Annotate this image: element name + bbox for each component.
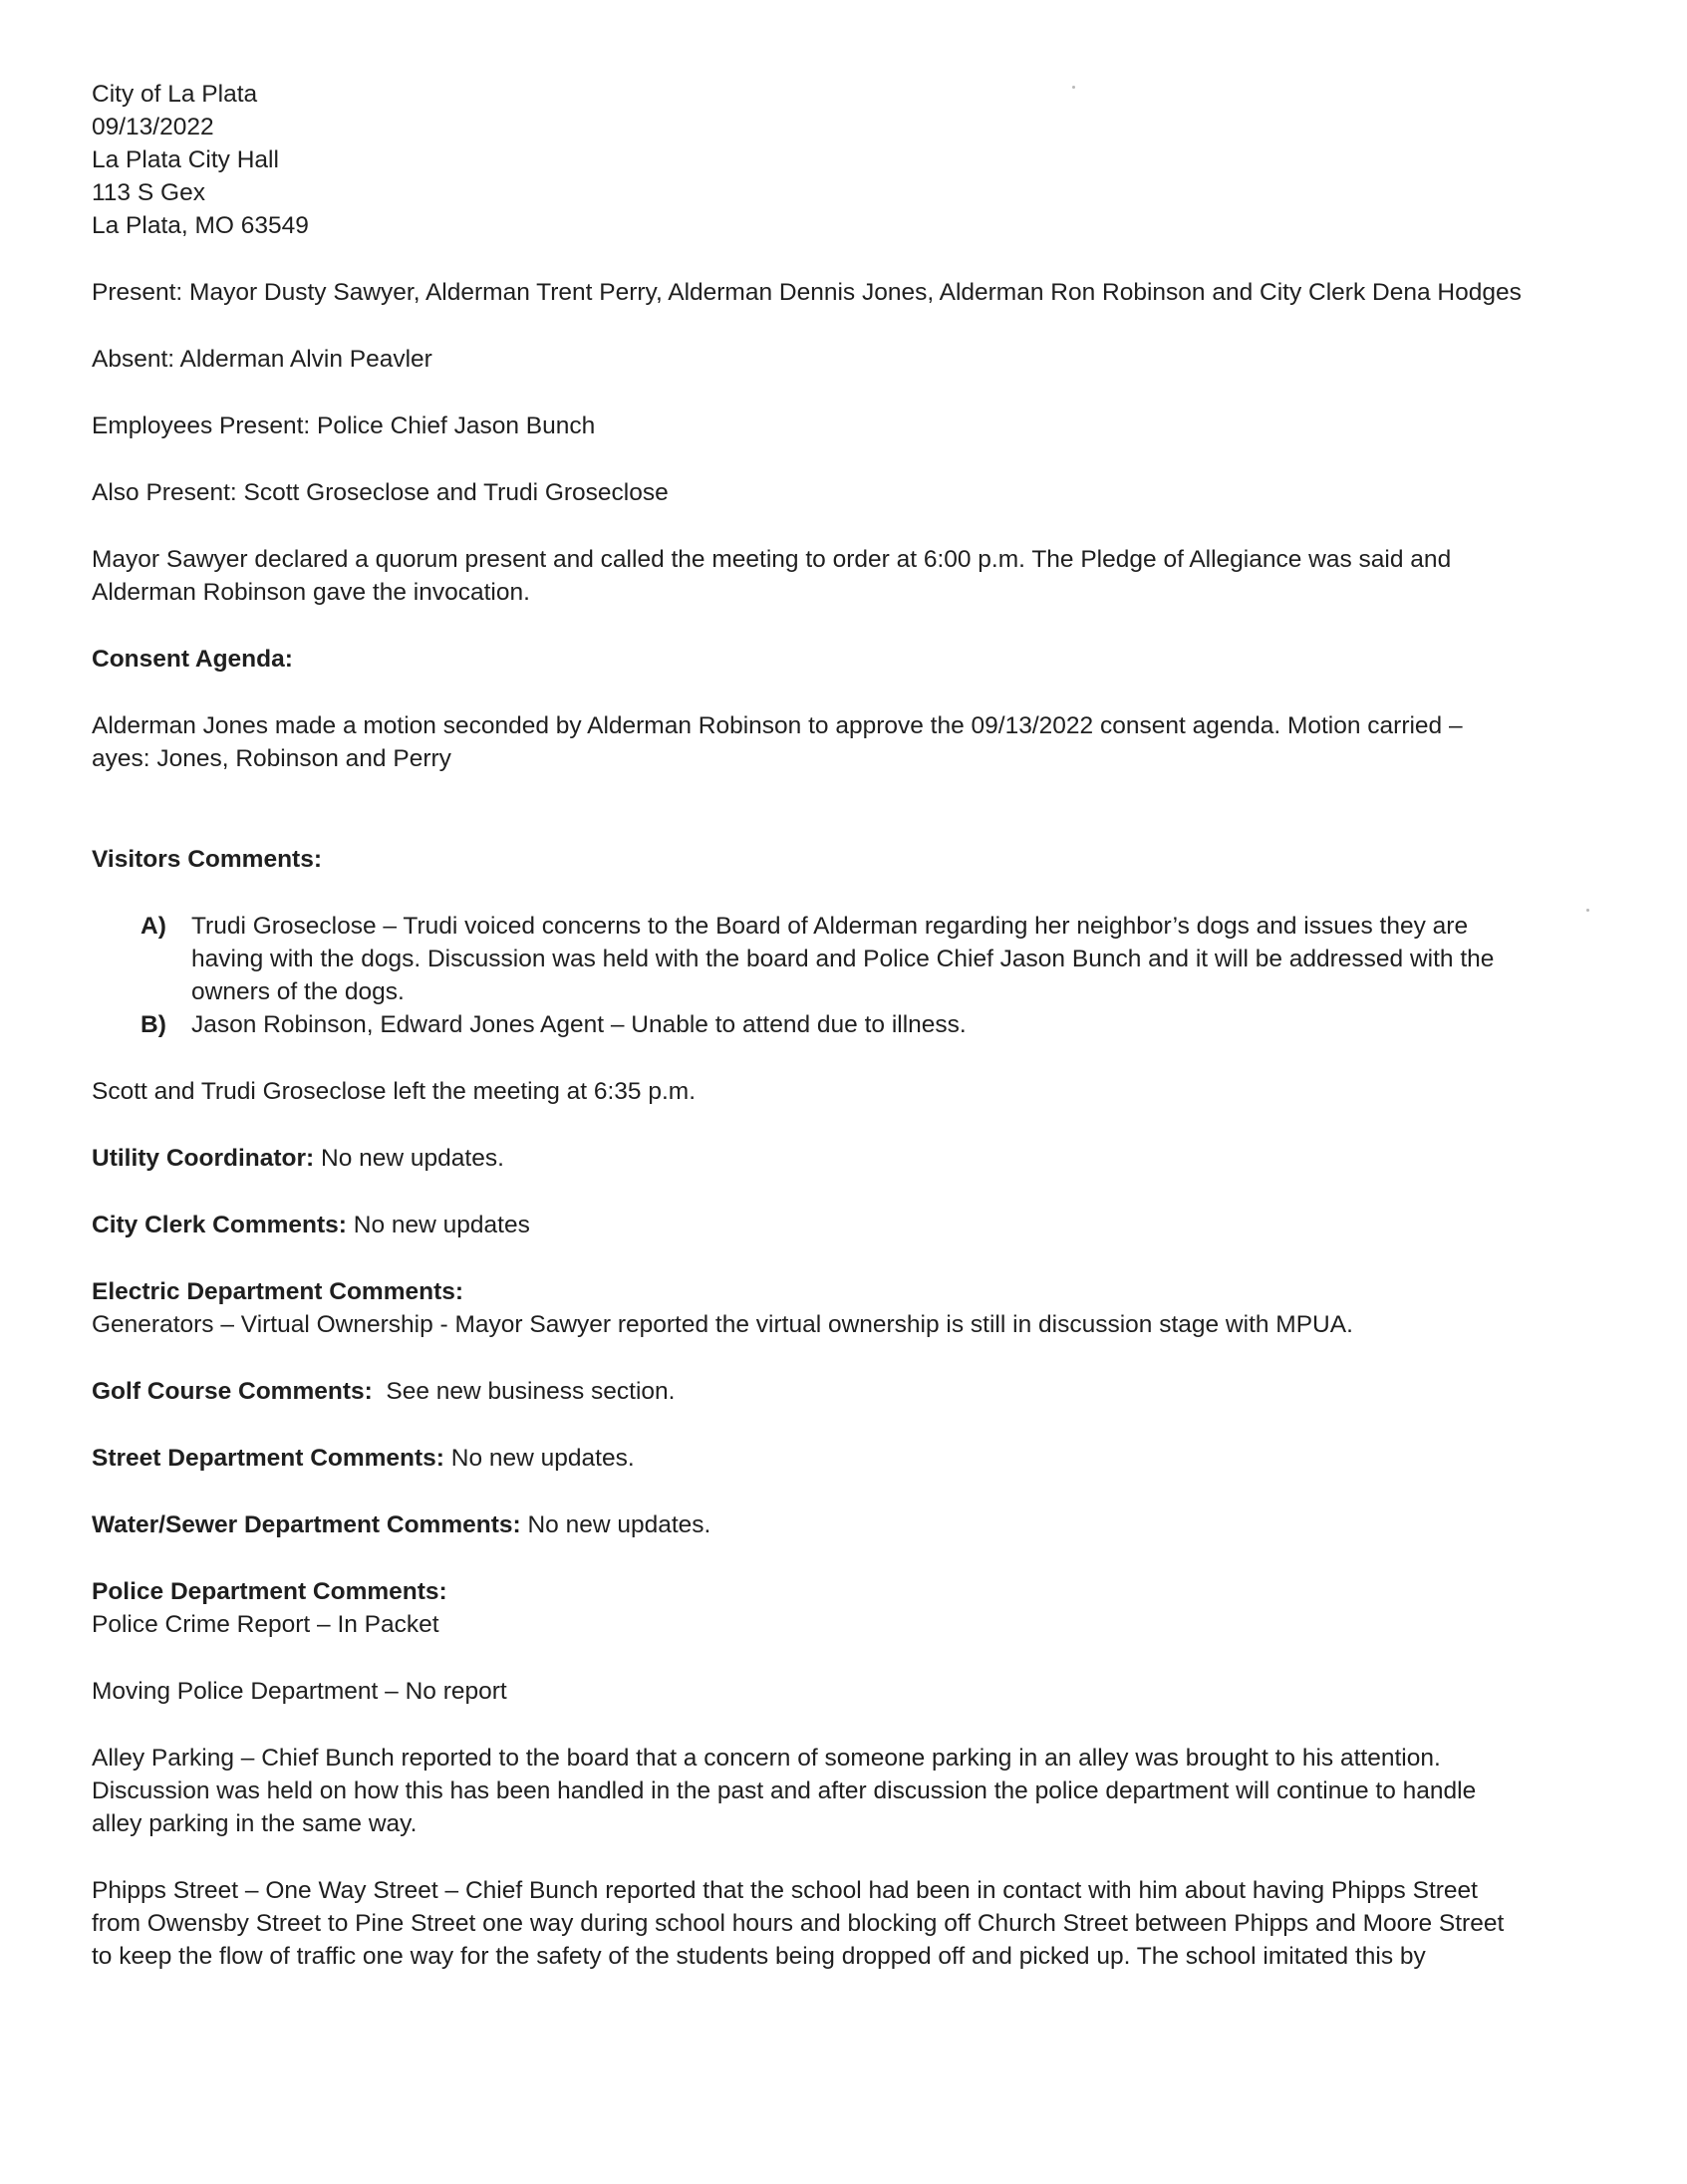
phipps-street-paragraph xyxy=(92,1874,1586,1973)
phipps-street-line-3: to keep the flow of traffic one way for the safety of the students being dropped off and picked up. The school imitated this by xyxy=(92,1943,1426,1970)
street-department-text: No new updates. xyxy=(443,1445,635,1472)
call-to-order-line-1: Mayor Sawyer declared a quorum present and called the meeting to order at 6:00 p.m. The Pledge of Allegiance was said and xyxy=(92,546,1452,573)
call-to-order xyxy=(92,543,1586,609)
consent-motion-line-2: ayes: Jones, Robinson and Perry xyxy=(92,745,451,772)
water-sewer-section xyxy=(92,1508,1586,1541)
present-line: Present: Mayor Dusty Sawyer, Alderman Trent Perry, Alderman Dennis Jones, Alderman Ron Robinson and City Clerk Dena Hodges xyxy=(92,279,1522,306)
list-item-line: having with the dogs. Discussion was held with the board and Police Chief Jason Bunch and it will be addressed with the xyxy=(191,946,1495,972)
alley-parking-line-1: Alley Parking – Chief Bunch reported to the board that a concern of someone parking in an alley was brought to his attention. xyxy=(92,1745,1441,1772)
venue: La Plata City Hall xyxy=(92,146,279,173)
employees-present-line: Employees Present: Police Chief Jason Bunch xyxy=(92,412,596,439)
list-item-line: Trudi Groseclose – Trudi voiced concerns to the Board of Alderman regarding her neighbor’s dogs and issues they are xyxy=(191,913,1469,940)
moving-police-department-line: Moving Police Department – No report xyxy=(92,1678,507,1705)
phipps-street-line-1: Phipps Street – One Way Street – Chief Bunch reported that the school had been in contact with him about having Phipps Street xyxy=(92,1877,1478,1904)
utility-coordinator-text: No new updates. xyxy=(314,1145,504,1172)
list-item xyxy=(92,1008,1586,1041)
city-name: City of La Plata xyxy=(92,81,258,108)
street-address: 113 S Gex xyxy=(92,179,205,206)
consent-agenda-motion xyxy=(92,709,1586,775)
consent-motion-line-1: Alderman Jones made a motion seconded by Alderman Robinson to approve the 09/13/2022 consent agenda. Motion carried – xyxy=(92,712,1463,739)
electric-department-section xyxy=(92,1275,1586,1341)
water-sewer-label: Water/Sewer Department Comments: xyxy=(92,1511,521,1538)
city-clerk-label: City Clerk Comments: xyxy=(92,1212,347,1238)
absent-line: Absent: Alderman Alvin Peavler xyxy=(92,346,432,373)
electric-department-label: Electric Department Comments: xyxy=(92,1278,464,1305)
electric-department-text: Generators – Virtual Ownership - Mayor Sawyer reported the virtual ownership is still in discussion stage with MPUA. xyxy=(92,1311,1353,1338)
scan-speck xyxy=(1586,909,1589,912)
consent-agenda-heading: Consent Agenda: xyxy=(92,646,293,673)
visitors-list xyxy=(92,910,1586,1041)
also-present-line: Also Present: Scott Groseclose and Trudi Groseclose xyxy=(92,479,669,506)
police-department-section xyxy=(92,1575,1586,1641)
street-department-section xyxy=(92,1442,1586,1475)
utility-coordinator-section xyxy=(92,1142,1586,1175)
minutes-body xyxy=(92,78,1586,1973)
visitors-comments-heading: Visitors Comments: xyxy=(92,846,322,873)
city-clerk-section xyxy=(92,1209,1586,1241)
list-item-line: owners of the dogs. xyxy=(191,978,405,1005)
golf-course-section xyxy=(92,1375,1586,1408)
police-department-label: Police Department Comments: xyxy=(92,1578,447,1605)
phipps-street-line-2: from Owensby Street to Pine Street one way during school hours and blocking off Church Street between Phipps and Moore Street xyxy=(92,1910,1505,1937)
water-sewer-text: No new updates. xyxy=(520,1511,711,1538)
city-state-zip: La Plata, MO 63549 xyxy=(92,212,309,239)
list-item-letter: A) xyxy=(141,913,166,940)
visitors-left-line: Scott and Trudi Groseclose left the meeting at 6:35 p.m. xyxy=(92,1078,697,1105)
alley-parking-paragraph xyxy=(92,1742,1586,1840)
utility-coordinator-label: Utility Coordinator: xyxy=(92,1145,315,1172)
alley-parking-line-2: Discussion was held on how this has been handled in the past and after discussion the police department will continue to handle xyxy=(92,1777,1477,1804)
call-to-order-line-2: Alderman Robinson gave the invocation. xyxy=(92,579,530,606)
golf-course-label: Golf Course Comments: xyxy=(92,1378,373,1405)
list-item xyxy=(92,910,1586,1008)
street-department-label: Street Department Comments: xyxy=(92,1445,444,1472)
list-item-line: Jason Robinson, Edward Jones Agent – Unable to attend due to illness. xyxy=(191,1011,967,1038)
city-clerk-text: No new updates xyxy=(346,1212,530,1238)
police-crime-report-line: Police Crime Report – In Packet xyxy=(92,1611,439,1638)
golf-course-text: See new business section. xyxy=(372,1378,676,1405)
letterhead xyxy=(92,78,1586,242)
meeting-date: 09/13/2022 xyxy=(92,114,214,140)
alley-parking-line-3: alley parking in the same way. xyxy=(92,1810,418,1837)
scan-speck xyxy=(1072,86,1075,89)
list-item-letter: B) xyxy=(141,1011,166,1038)
